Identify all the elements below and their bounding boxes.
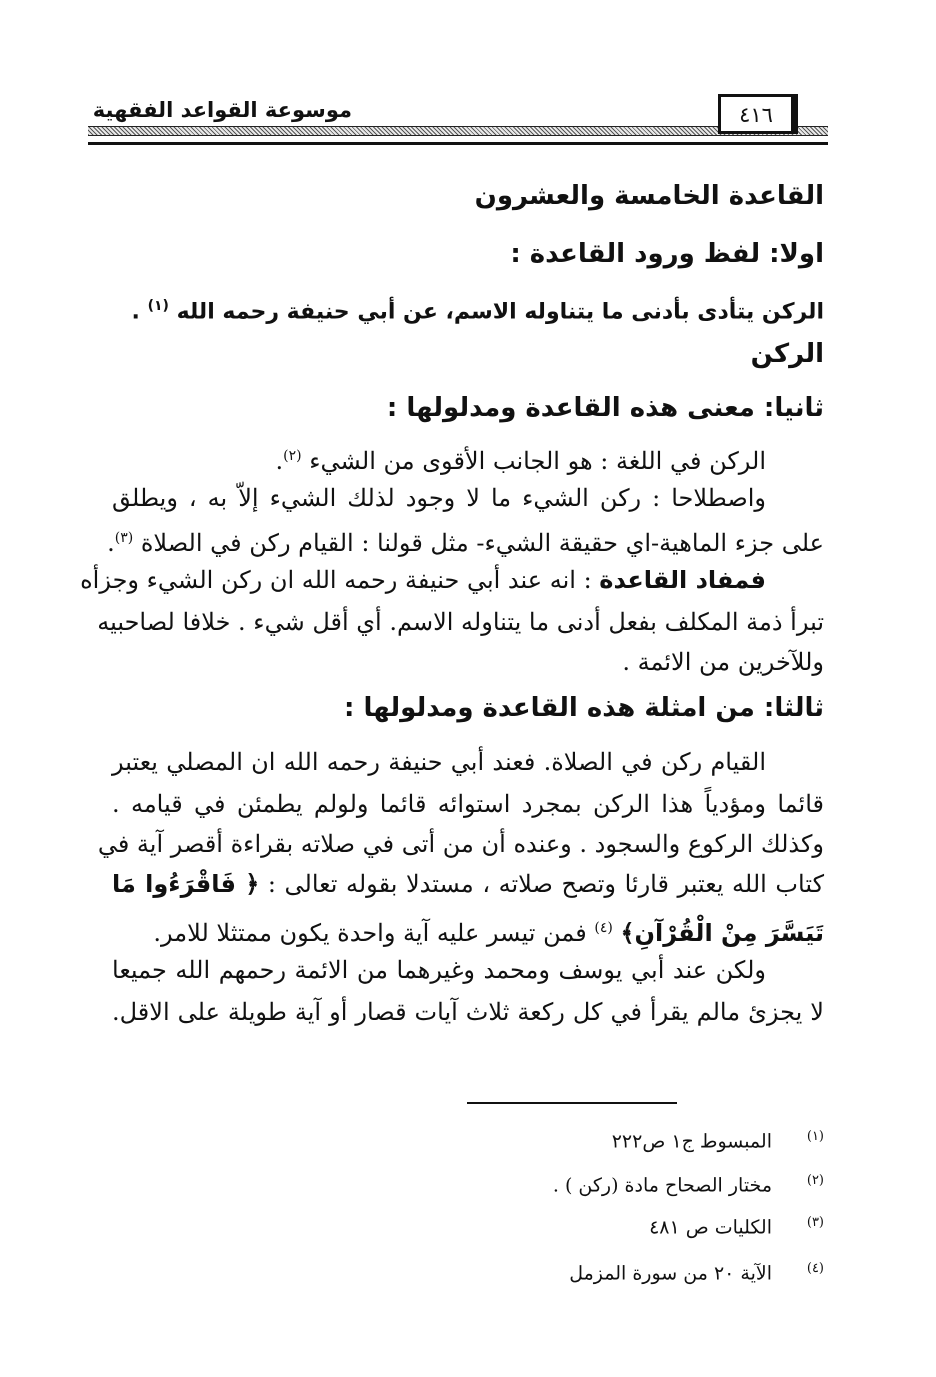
rule-end: . xyxy=(131,299,148,325)
footnote-ref: (٣) xyxy=(114,530,134,546)
rule-text: الركن يتأدى بأدنى ما يتناوله الاسم، عن أبي حنيفة رحمه الله xyxy=(176,299,824,325)
footnote-number: (٢) xyxy=(806,1173,824,1188)
rule-title: القاعدة الخامسة والعشرون xyxy=(474,181,824,211)
book-title: موسوعة القواعد الفقهية xyxy=(87,98,358,122)
footnote-text: المبسوط ج١ ص٢٢٢ xyxy=(611,1130,772,1153)
footnote xyxy=(612,1122,824,1156)
paragraph-line xyxy=(107,520,824,561)
footnote-ref: (١) xyxy=(147,298,169,314)
paragraph-line: واصطلاحا : ركن الشيء ما لا وجود لذلك الشيء إلاّ به ، ويطلق xyxy=(112,484,766,512)
footnote-text: الآية ٢٠ من سورة المزمل xyxy=(569,1262,772,1285)
paragraph-line xyxy=(275,438,766,479)
quran-verse: تَيَسَّرَ مِنْ الْقُرْآنِ﴾ xyxy=(620,919,824,947)
definition-term: على جزء الماهية-اي حقيقة الشيء- مثل قولنا : القيام ركن في الصلاة xyxy=(140,529,824,557)
sentence-end: . xyxy=(107,529,115,557)
paragraph-line: تبرأ ذمة المكلف بفعل أدنى ما يتناوله الاسم. أي أقل شيء . خلافا لصاحبيه xyxy=(97,608,824,636)
quran-verse: ﴿ فَاقْرَءُوا مَا xyxy=(112,870,260,898)
keyword-heading: الركن xyxy=(750,339,824,369)
rule-meaning-label: فمفاد القاعدة xyxy=(599,566,766,594)
paragraph-line: لا يجزئ مالم يقرأ في كل ركعة ثلاث آيات قصار أو آية طويلة على الاقل. xyxy=(112,998,824,1026)
footnote-separator xyxy=(467,1102,677,1104)
footnote-ref: (٢) xyxy=(283,448,302,464)
footnote-number: (٤) xyxy=(806,1261,824,1276)
header-rule xyxy=(88,142,828,145)
paragraph-line: قائما ومؤدياً هذا الركن بمجرد استوائه قائما ولولم يطمئن في قيامه . xyxy=(112,790,825,818)
paragraph-line: القيام ركن في الصلاة. فعند أبي حنيفة رحمه الله ان المصلي يعتبر xyxy=(112,748,766,776)
page-number-box xyxy=(718,94,798,134)
page-number: ٤١٦ xyxy=(739,103,773,127)
paragraph-line xyxy=(153,910,824,951)
footnote-number: (٣) xyxy=(806,1215,824,1230)
footnote-ref: (٤) xyxy=(594,920,613,936)
footnote xyxy=(553,1166,824,1200)
footnote-text: مختار الصحاح مادة (ركن ) . xyxy=(552,1174,772,1197)
paragraph-line: وللآخرين من الائمة . xyxy=(622,648,824,676)
section-heading-1: اولا: لفظ ورود القاعدة : xyxy=(510,239,824,269)
paragraph-line: ولكن عند أبي يوسف ومحمد وغيرهما من الائمة رحمهم الله جميعا xyxy=(112,956,766,984)
footnote xyxy=(649,1208,824,1242)
definition-lang: الركن في اللغة : هو الجانب الأقوى من الشيء xyxy=(309,447,766,475)
sentence-end: . xyxy=(275,447,284,475)
page-header xyxy=(88,92,828,152)
rule-meaning-text: : انه عند أبي حنيفة رحمه الله ان ركن الشيء وجزأه xyxy=(80,566,600,594)
section-heading-3: ثالثا: من امثلة هذه القاعدة ومدلولها : xyxy=(344,693,824,723)
footnote-text: الكليات ص ٤٨١ xyxy=(649,1216,772,1239)
rule-statement xyxy=(132,288,824,330)
footnote-number: (١) xyxy=(806,1129,824,1144)
section-heading-2: ثانيا: معنى هذه القاعدة ومدلولها : xyxy=(386,393,824,423)
header-pattern-band xyxy=(88,126,828,136)
footnote xyxy=(569,1254,824,1288)
paragraph-line xyxy=(80,562,766,598)
paragraph-line xyxy=(112,866,824,902)
paragraph-text: كتاب الله يعتبر قارئا وتصح صلاته ، مستدلا بقوله تعالى : xyxy=(267,870,824,898)
paragraph-text: فمن تيسر عليه آية واحدة يكون ممتثلا للامر. xyxy=(153,919,595,947)
paragraph-line: وكذلك الركوع والسجود . وعنده أن من أتى في صلاته بقراءة أقصر آية في xyxy=(97,830,824,858)
